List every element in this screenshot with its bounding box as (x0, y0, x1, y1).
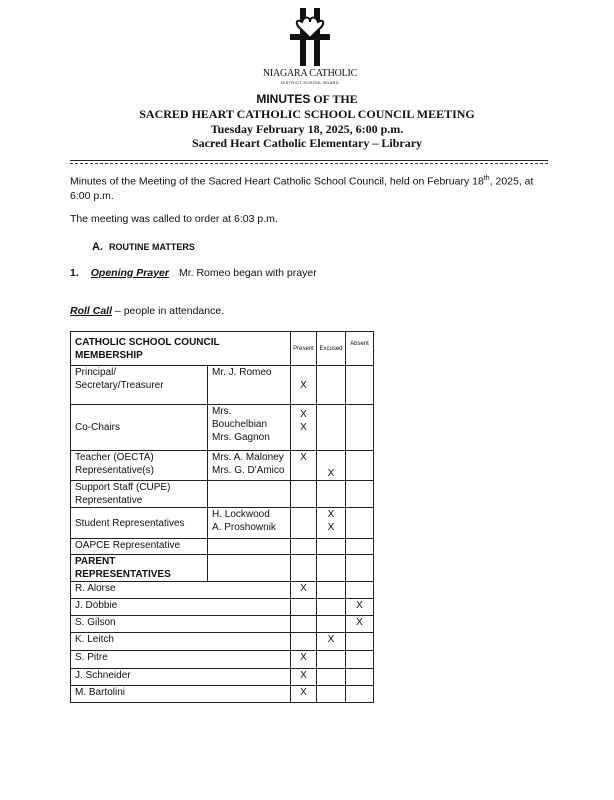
excused-cell (317, 405, 346, 451)
section-a-heading: A. ROUTINE MATTERS (92, 241, 195, 253)
present-cell: X X (291, 405, 317, 451)
role-cell: OAPCE Representative (71, 539, 208, 555)
present-cell (291, 539, 317, 555)
called-to-order: The meeting was called to order at 6:03 p.m. (70, 213, 278, 225)
excused-cell (317, 555, 346, 582)
excused-cell (317, 651, 346, 669)
excused-cell: X (317, 633, 346, 651)
parent-name: S. Pitre (71, 651, 291, 669)
absent-cell (346, 686, 374, 703)
present-cell: X (291, 451, 317, 481)
role-cell: Student Representatives (71, 508, 208, 539)
absent-cell (346, 366, 374, 405)
names-cell: Mrs. Bouchelbian Mrs. Gagnon (208, 405, 291, 451)
divider (70, 160, 548, 161)
attendance-table (70, 331, 374, 703)
excused-cell (317, 616, 346, 633)
absent-header: Absent (346, 332, 374, 366)
parent-name: M. Bartolini (71, 686, 291, 703)
org-subtitle: DISTRICT SCHOOL BOARD (281, 80, 339, 85)
present-cell: X (291, 669, 317, 686)
excused-cell (317, 366, 346, 405)
meeting-location: Sacred Heart Catholic Elementary – Library (191, 136, 423, 150)
present-cell: X (291, 686, 317, 703)
parent-name: J. Dobbie (71, 599, 291, 616)
excused-cell (317, 481, 346, 508)
cross-logo-icon (284, 8, 336, 66)
excused-cell: X X (317, 508, 346, 539)
meeting-date: Tuesday February 18, 2025, 6:00 p.m. (210, 122, 404, 136)
absent-cell (346, 651, 374, 669)
parent-header: PARENT REPRESENTATIVES (71, 555, 208, 582)
parent-name: J. Schneider (71, 669, 291, 686)
absent-cell (346, 451, 374, 481)
org-name: NIAGARA CATHOLIC (262, 68, 358, 79)
excused-cell (317, 599, 346, 616)
present-cell (291, 633, 317, 651)
parent-name: K. Leitch (71, 633, 291, 651)
names-cell (208, 539, 291, 555)
present-cell (291, 508, 317, 539)
present-cell: X (291, 651, 317, 669)
absent-cell (346, 508, 374, 539)
absent-cell (346, 539, 374, 555)
names-cell: H. Lockwood A. Proshownik (208, 508, 291, 539)
absent-cell (346, 555, 374, 582)
names-cell (208, 555, 291, 582)
divider (70, 163, 548, 164)
role-cell: Co-Chairs (71, 405, 208, 451)
role-cell: Support Staff (CUPE) Representative (71, 481, 208, 508)
present-cell (291, 481, 317, 508)
absent-cell: X (346, 616, 374, 633)
excused-cell (317, 539, 346, 555)
intro-paragraph: Minutes of the Meeting of the Sacred Heart Catholic School Council, held on February 18th, 2025, at 6:00 p.m. (70, 175, 534, 202)
absent-cell (346, 633, 374, 651)
present-cell: X (291, 582, 317, 599)
excused-header: Excused (317, 332, 346, 366)
absent-cell (346, 669, 374, 686)
of-the-word: OF THE (310, 92, 358, 106)
parent-name: S. Gilson (71, 616, 291, 633)
role-cell: Teacher (OECTA) Representative(s) (71, 451, 208, 481)
absent-cell (346, 481, 374, 508)
parent-name: R. Alorse (71, 582, 291, 599)
names-cell: Mr. J. Romeo (208, 366, 291, 405)
roll-call: Roll Call – people in attendance. (70, 305, 225, 317)
names-cell (208, 481, 291, 508)
present-cell: X (291, 366, 317, 405)
absent-cell (346, 582, 374, 599)
excused-cell: X (317, 451, 346, 481)
excused-cell (317, 686, 346, 703)
absent-cell: X (346, 599, 374, 616)
present-cell (291, 599, 317, 616)
meeting-title: SACRED HEART CATHOLIC SCHOOL COUNCIL MEETING (139, 107, 475, 121)
present-header: Present (291, 332, 317, 366)
excused-cell (317, 582, 346, 599)
table-title: CATHOLIC SCHOOL COUNCIL MEMBERSHIP (71, 332, 291, 366)
names-cell: Mrs. A. Maloney Mrs. G. D'Amico (208, 451, 291, 481)
minutes-heading (60, 92, 554, 107)
present-cell (291, 555, 317, 582)
minutes-word: MINUTES (256, 92, 311, 106)
role-cell: Principal/ Secretary/Treasurer (71, 366, 208, 405)
absent-cell (346, 405, 374, 451)
opening-prayer-item: 1. Opening Prayer Mr. Romeo began with prayer (70, 267, 317, 279)
excused-cell (317, 669, 346, 686)
present-cell (291, 616, 317, 633)
